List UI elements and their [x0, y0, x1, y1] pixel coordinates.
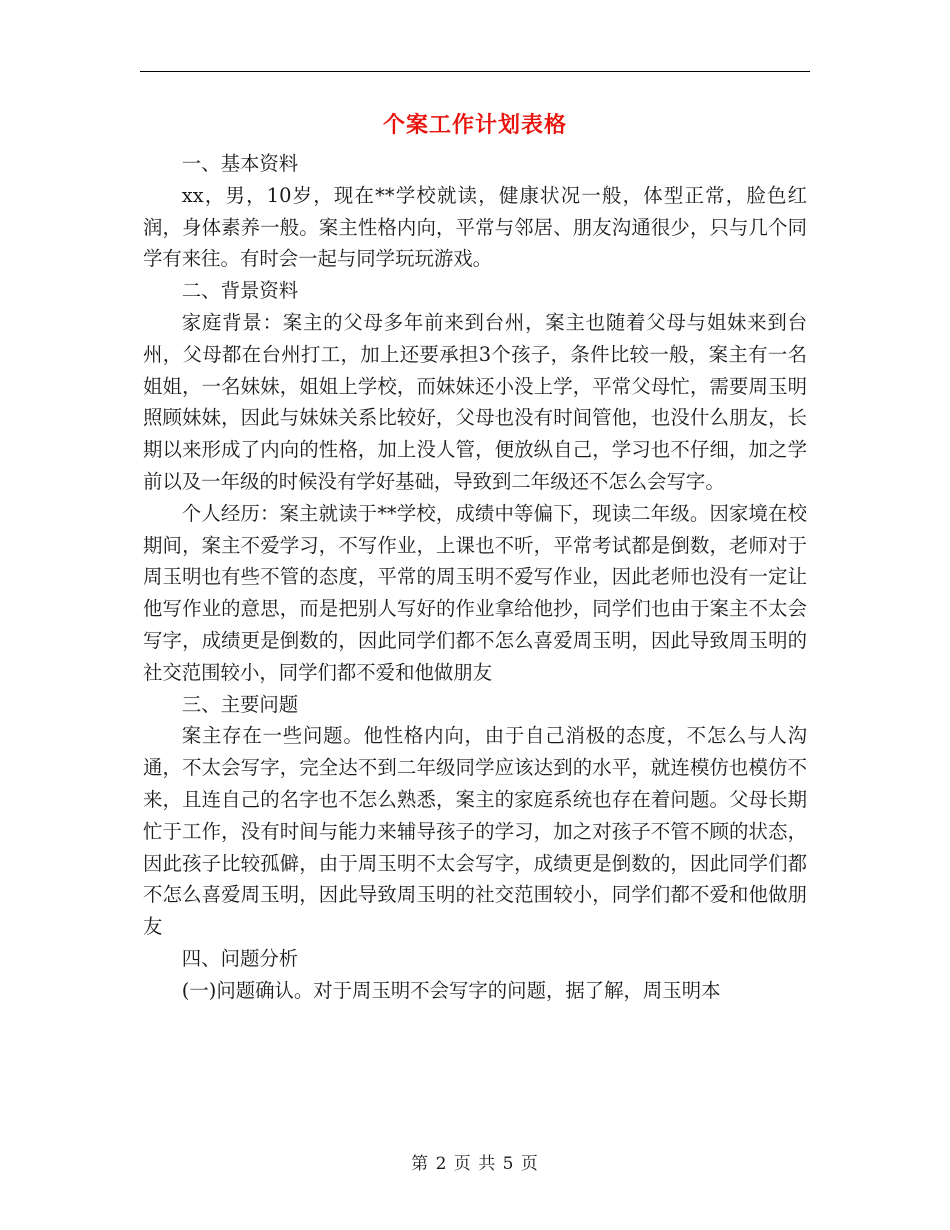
- section-heading-main-problems: 三、主要问题: [181, 692, 299, 716]
- section-heading-basic-info: 一、基本资料: [181, 152, 299, 175]
- section-heading-problem-analysis: 四、问题分析: [181, 946, 299, 970]
- paragraph-personal-history: 个人经历：案主就读于**学校，成绩中等偏下，现读二年级。因家境在校期间，案主不爱学习，不写作业，上课也不听，平常考试都是倒数，老师对于周玉明也有些不管的态度，平常的周玉明不爱写作业，因此老师也没有一定让他写作业的意思，而是把别人写好的作业拿给他抄，同学们也由于案主不太会写字，成绩更是倒数的，因此同学们都不怎么喜爱周玉明，因此导致周玉明的社交范围较小，同学们都不爱和他做朋友: [143, 501, 807, 684]
- paragraph-main-problems: 案主存在一些问题。他性格内向，由于自己消极的态度，不怎么与人沟通，不太会写字，完全达不到二年级同学应该达到的水平，就连模仿也模仿不来，且连自己的名字也不怎么熟悉，案主的家庭系统也存在着问题。父母长期忙于工作，没有时间与能力来辅导孩子的学习，加之对孩子不管不顾的状态，因此孩子比较孤僻，由于周玉明不太会写字，成绩更是倒数的，因此同学们都不怎么喜爱周玉明，因此导致周玉明的社交范围较小，同学们都不爱和他做朋友: [143, 724, 807, 939]
- paragraph-family-background: 家庭背景：案主的父母多年前来到台州，案主也随着父母与姐妹来到台州，父母都在台州打工，加上还要承担3个孩子，条件比较一般，案主有一名姐姐，一名妹妹，姐姐上学校，而妹妹还小没上学，平常父母忙，需要周玉明照顾妹妹，因此与妹妹关系比较好，父母也没有时间管他，也没什么朋友，长期以来形成了内向的性格，加上没人管，便放纵自己，学习也不仔细，加之学前以及一年级的时候没有学好基础，导致到二年级还不怎么会写字。: [143, 310, 807, 493]
- paragraph-basic-info: xx，男，10岁，现在**学校就读，健康状况一般，体型正常，脸色红润，身体素养一般。案主性格内向，平常与邻居、朋友沟通很少，只与几个同学有来往。有时会一起与同学玩玩游戏。: [143, 183, 807, 271]
- document-body: [143, 148, 807, 1007]
- paragraph-problem-confirmation: (一)问题确认。对于周玉明不会写字的问题，据了解，周玉明本: [181, 978, 721, 1002]
- section-heading-background: 二、背景资料: [181, 279, 299, 303]
- header-rule: [140, 71, 810, 72]
- page-footer: 第 2 页 共 5 页: [411, 1154, 539, 1174]
- document-title: 个案工作计划表格: [382, 112, 567, 138]
